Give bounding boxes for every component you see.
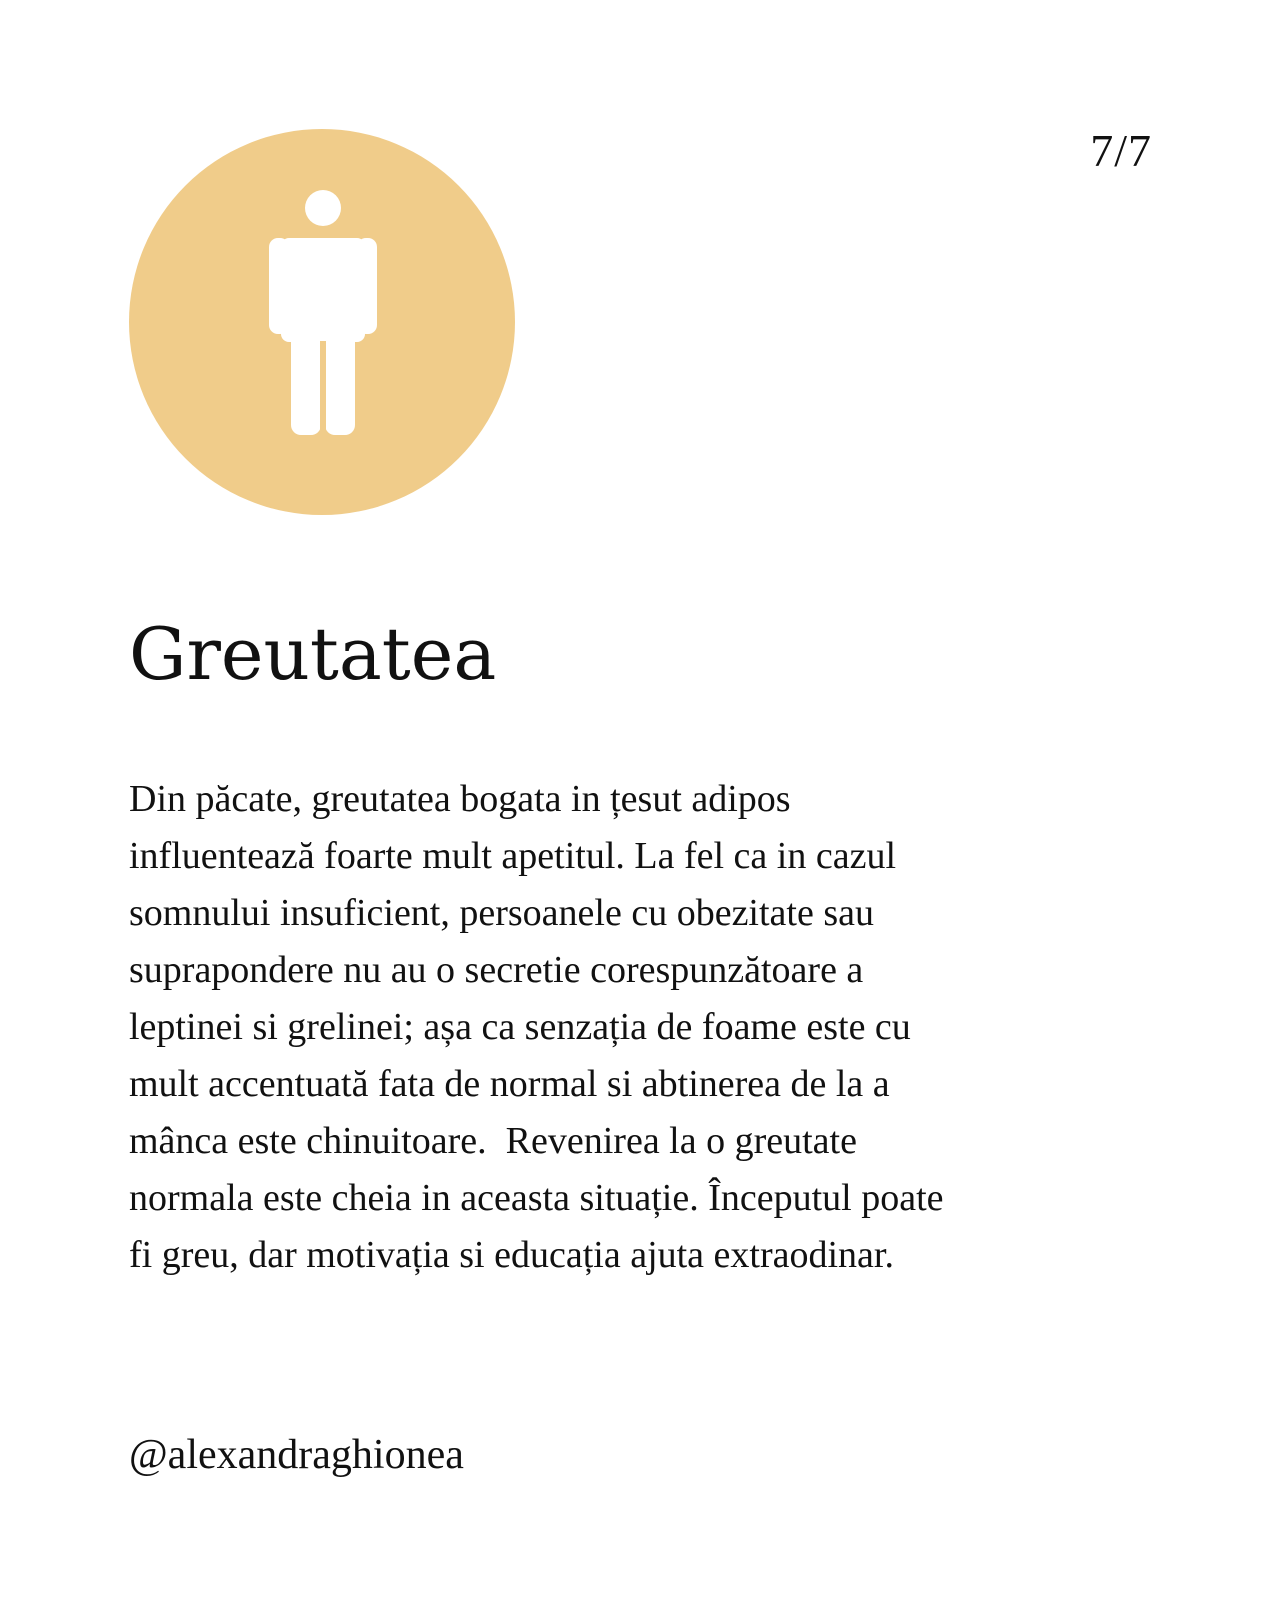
body-line: Din păcate, greutatea bogata in țesut adipos xyxy=(129,778,791,820)
body-line: normala este cheia in aceasta situație. Începutul poate xyxy=(129,1177,944,1219)
author-handle: @alexandraghionea xyxy=(129,1432,464,1478)
body-line: suprapondere nu au o secretie corespunzătoare a xyxy=(129,949,864,991)
body-line: mânca este chinuitoare. Revenirea la o greutate xyxy=(129,1120,857,1162)
person-icon xyxy=(129,129,515,515)
body-line: mult accentuată fata de normal si abtinerea de la a xyxy=(129,1063,890,1105)
body-line: leptinei si grelinei; așa ca senzația de foame este cu xyxy=(129,1006,911,1048)
body-line: somnului insuficient, persoanele cu obezitate sau xyxy=(129,892,874,934)
body-line: influentează foarte mult apetitul. La fel ca in cazul xyxy=(129,835,896,877)
body-text xyxy=(129,771,1169,1284)
body-line: fi greu, dar motivația si educația ajuta extraodinar. xyxy=(129,1234,894,1276)
title: Greutatea xyxy=(129,612,497,696)
page-counter: 7/7 xyxy=(1090,125,1152,176)
